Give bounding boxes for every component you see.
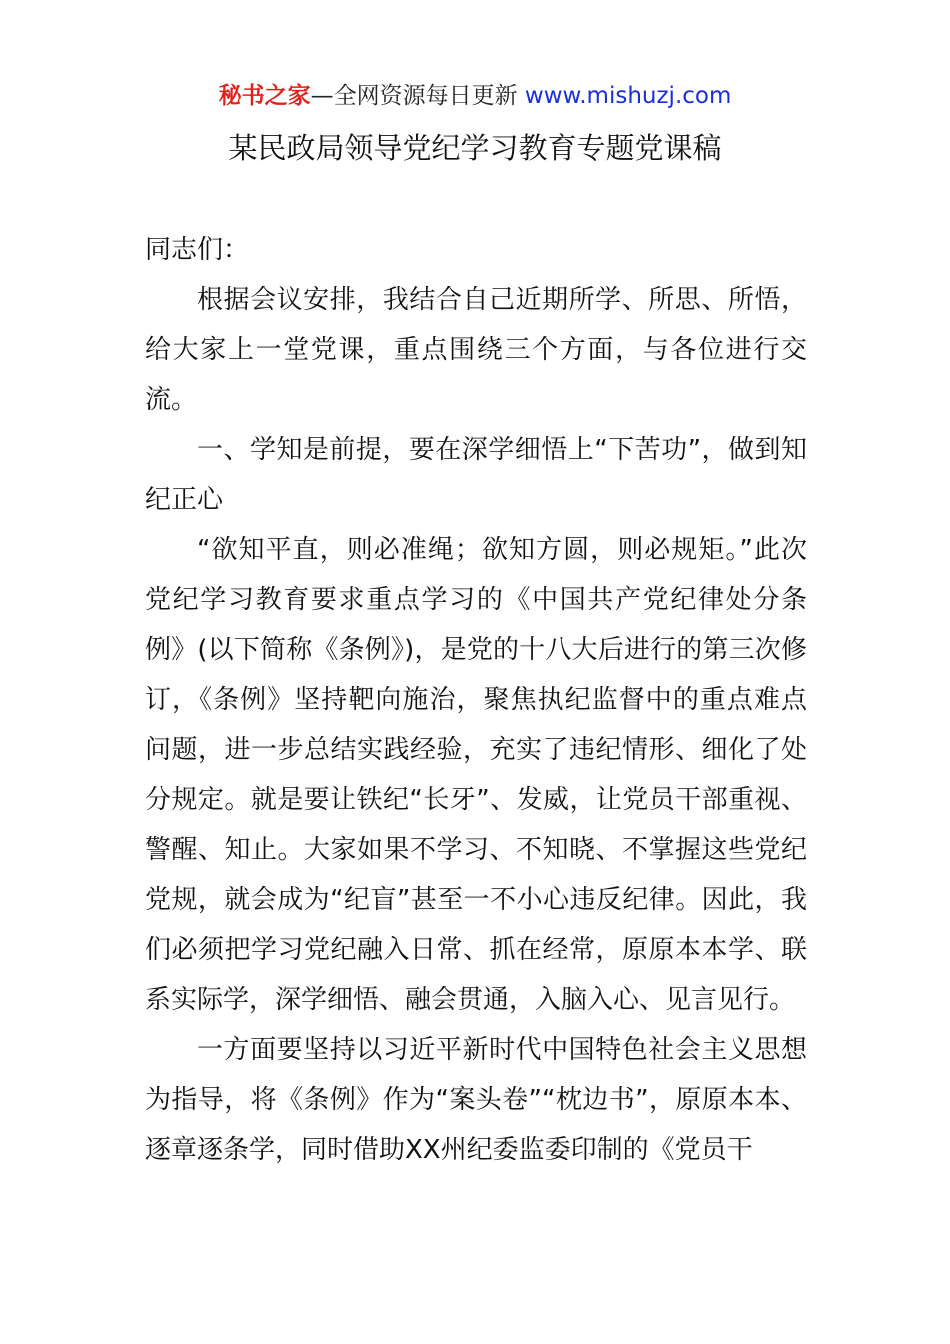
paragraph-first-aspect: 一方面要坚持以习近平新时代中国特色社会主义思想为指导，将《条例》作为“案头卷”“枕边书”，原原本本、逐章逐条学，同时借助XX州纪委监委印制的《党员干 xyxy=(145,1035,807,1165)
brand-name: 秘书之家 xyxy=(218,83,311,109)
site-tagline: —全网资源每日更新 xyxy=(310,83,518,109)
document-body xyxy=(145,225,807,1175)
document-title: 某民政局领导党纪学习教育专题党课稿 xyxy=(228,131,722,165)
section-heading-1: 一、学知是前提，要在深学细悟上“下苦功”，做到知纪正心 xyxy=(145,435,807,515)
site-header xyxy=(0,80,950,112)
site-url-link[interactable]: www.mishuzj.com xyxy=(524,83,732,109)
paragraph-quote: “欲知平直，则必准绳；欲知方圆，则必规矩。”此次党纪学习教育要求重点学习的《中国共产党纪律处分条例》(以下简称《条例》)，是党的十八大后进行的第三次修订，《条例》坚持靶向施治，聚焦执纪监督中的重点难点问题，进一步总结实践经验，充实了违纪情形、细化了处分规定。就是要让铁纪“长牙”、发威，让党员干部重视、警醒、知止。大家如果不学习、不知晓、不掌握这些党纪党规，就会成为“纪盲”甚至一不小心违反纪律。因此，我们必须把学习党纪融入日常、抓在经常，原原本本学、联系实际学，深学细悟、融会贯通，入脑入心、见言见行。 xyxy=(145,535,807,1015)
paragraph-intro: 根据会议安排，我结合自己近期所学、所思、所悟，给大家上一堂党课，重点围绕三个方面，与各位进行交流。 xyxy=(145,285,807,415)
salutation: 同志们： xyxy=(145,235,250,265)
